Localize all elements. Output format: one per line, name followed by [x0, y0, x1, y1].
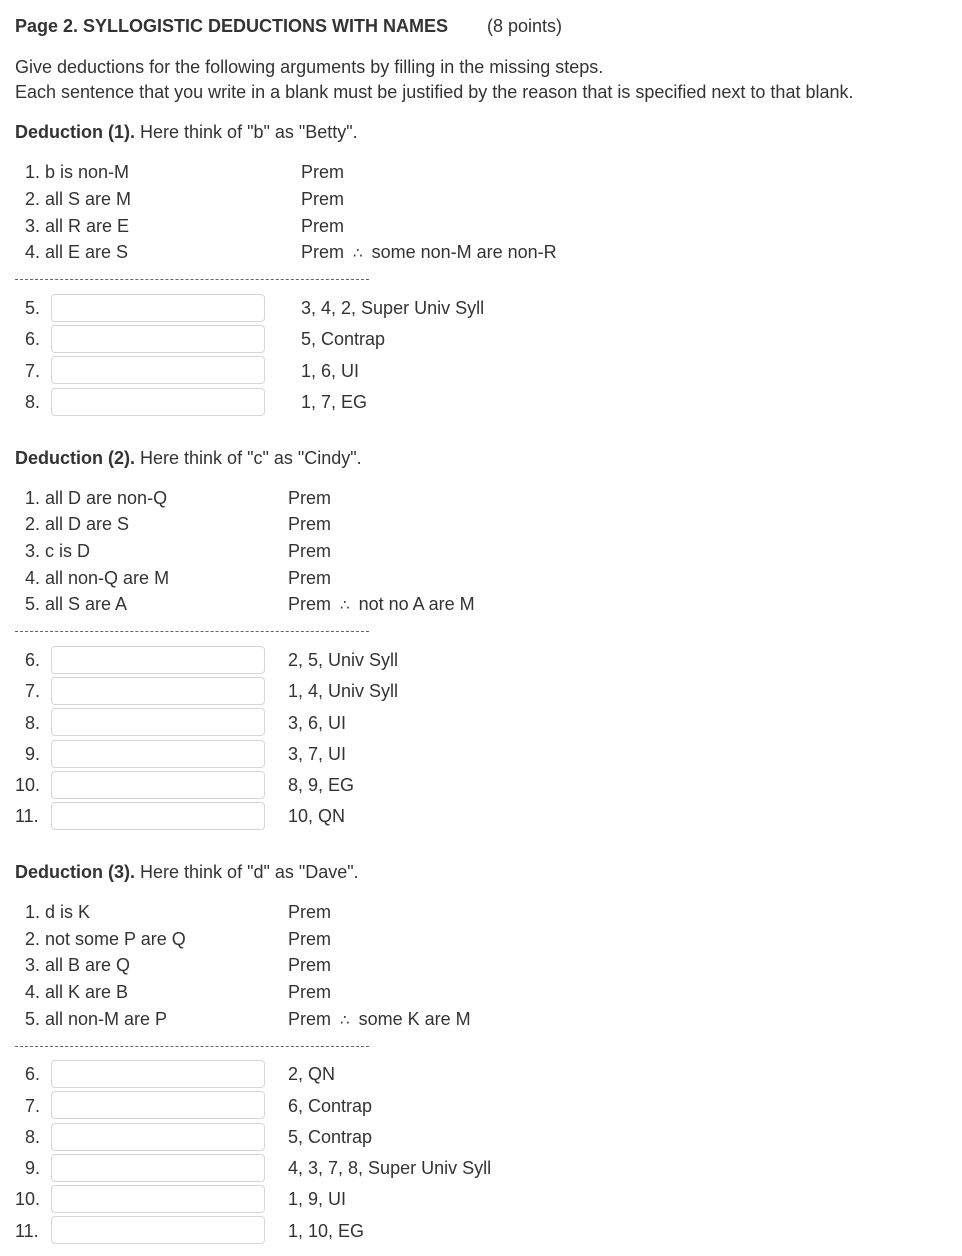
- therefore-symbol: ∴: [340, 597, 350, 614]
- d3-premise-4: 4. all K are B: [25, 982, 129, 1002]
- d2-premise-2-reason: Prem: [288, 514, 332, 534]
- d3-step-7-input[interactable]: [51, 1091, 265, 1119]
- d2-step-6-input[interactable]: [51, 646, 265, 674]
- d3-step-6-reason: 2, QN: [288, 1064, 336, 1084]
- d1-step-7-input[interactable]: [51, 356, 265, 384]
- therefore-symbol: ∴: [340, 1012, 350, 1029]
- d3-step-6-number: 6.: [25, 1064, 41, 1084]
- d2-premise-2: 2. all D are S: [25, 514, 130, 534]
- d3-step-6-input[interactable]: [51, 1060, 265, 1088]
- d3-premise-4-reason: Prem: [288, 982, 332, 1002]
- deduction-1-heading: [15, 122, 358, 143]
- page-title: Page 2. SYLLOGISTIC DEDUCTIONS WITH NAMES: [15, 16, 449, 36]
- d2-premise-4: 4. all non-Q are M: [25, 568, 170, 588]
- deduction-1-label: Deduction (1).: [15, 122, 135, 142]
- d2-step-11-reason: 10, QN: [288, 806, 346, 826]
- separator-line: [15, 631, 369, 632]
- d1-step-6-reason: 5, Contrap: [301, 329, 386, 349]
- d1-step-5-input[interactable]: [51, 294, 265, 322]
- d2-step-6-number: 6.: [25, 650, 41, 670]
- deduction-1-note: Here think of "b" as "Betty".: [140, 122, 358, 142]
- d1-step-5-reason: 3, 4, 2, Super Univ Syll: [301, 298, 485, 318]
- d1-premise-4: 4. all E are S: [25, 242, 129, 262]
- d1-step-5-number: 5.: [25, 298, 41, 318]
- d2-step-7-reason: 1, 4, Univ Syll: [288, 681, 399, 701]
- d3-step-8-reason: 5, Contrap: [288, 1127, 373, 1147]
- d3-premise-5-reason-line: [288, 1009, 471, 1030]
- d2-step-10-input[interactable]: [51, 771, 265, 799]
- d2-step-7-number: 7.: [25, 681, 41, 701]
- d2-premise-4-reason: Prem: [288, 568, 332, 588]
- instructions-line-1: Give deductions for the following arguments by filling in the missing steps.: [15, 57, 604, 77]
- d2-step-7-input[interactable]: [51, 677, 265, 705]
- d2-step-9-reason: 3, 7, UI: [288, 744, 347, 764]
- d2-step-8-input[interactable]: [51, 708, 265, 736]
- d2-premise-5-reason: Prem: [288, 594, 332, 614]
- d2-step-9-input[interactable]: [51, 740, 265, 768]
- d3-step-10-input[interactable]: [51, 1185, 265, 1213]
- instructions-line-2: Each sentence that you write in a blank must be justified by the reason that is specified next to that blank.: [15, 82, 854, 102]
- d1-premise-4-reason: Prem: [301, 242, 345, 262]
- d3-conclusion: some K are M: [358, 1009, 471, 1029]
- d1-conclusion: some non-M are non-R: [371, 242, 557, 262]
- separator-line: [15, 1046, 369, 1047]
- d3-premise-5: 5. all non-M are P: [25, 1009, 168, 1029]
- d2-premise-5: 5. all S are A: [25, 594, 128, 614]
- d2-step-11-input[interactable]: [51, 802, 265, 830]
- d3-step-9-number: 9.: [25, 1158, 41, 1178]
- d2-premise-3-reason: Prem: [288, 541, 332, 561]
- deduction-2-label: Deduction (2).: [15, 448, 135, 468]
- d1-step-8-number: 8.: [25, 392, 41, 412]
- d1-premise-3: 3. all R are E: [25, 216, 130, 236]
- d3-step-8-input[interactable]: [51, 1123, 265, 1151]
- deduction-2-note: Here think of "c" as "Cindy".: [140, 448, 362, 468]
- d2-step-8-number: 8.: [25, 713, 41, 733]
- d3-step-10-reason: 1, 9, UI: [288, 1189, 347, 1209]
- d1-step-6-number: 6.: [25, 329, 41, 349]
- d3-step-7-reason: 6, Contrap: [288, 1096, 373, 1116]
- deduction-3-label: Deduction (3).: [15, 862, 135, 882]
- d2-premise-1-reason: Prem: [288, 488, 332, 508]
- d2-step-8-reason: 3, 6, UI: [288, 713, 347, 733]
- d1-premise-1: 1. b is non-M: [25, 162, 130, 182]
- d3-step-10-number: 10.: [15, 1189, 41, 1209]
- d3-step-11-input[interactable]: [51, 1216, 265, 1244]
- d3-step-11-reason: 1, 10, EG: [288, 1221, 365, 1241]
- d1-premise-2: 2. all S are M: [25, 189, 132, 209]
- d1-premise-3-reason: Prem: [301, 216, 345, 236]
- d3-premise-1: 1. d is K: [25, 902, 91, 922]
- d2-step-11-number: 11.: [15, 806, 39, 826]
- d2-step-10-number: 10.: [15, 775, 41, 795]
- d1-step-7-number: 7.: [25, 361, 41, 381]
- d3-premise-3: 3. all B are Q: [25, 955, 131, 975]
- d1-step-6-input[interactable]: [51, 325, 265, 353]
- d3-step-11-number: 11.: [15, 1221, 39, 1241]
- deduction-3-heading: [15, 862, 359, 883]
- d3-step-9-input[interactable]: [51, 1154, 265, 1182]
- d3-step-7-number: 7.: [25, 1096, 41, 1116]
- d3-premise-2-reason: Prem: [288, 929, 332, 949]
- d2-step-10-reason: 8, 9, EG: [288, 775, 355, 795]
- d2-step-6-reason: 2, 5, Univ Syll: [288, 650, 399, 670]
- d1-premise-2-reason: Prem: [301, 189, 345, 209]
- d3-premise-2: 2. not some P are Q: [25, 929, 186, 949]
- d2-conclusion: not no A are M: [358, 594, 475, 614]
- d3-premise-3-reason: Prem: [288, 955, 332, 975]
- d3-premise-5-reason: Prem: [288, 1009, 332, 1029]
- d1-step-8-reason: 1, 7, EG: [301, 392, 368, 412]
- deduction-2-heading: [15, 448, 362, 469]
- d2-step-9-number: 9.: [25, 744, 41, 764]
- d1-step-8-input[interactable]: [51, 388, 265, 416]
- d3-premise-1-reason: Prem: [288, 902, 332, 922]
- d2-premise-5-reason-line: [288, 594, 475, 615]
- d1-premise-1-reason: Prem: [301, 162, 345, 182]
- separator-line: [15, 279, 369, 280]
- d3-step-8-number: 8.: [25, 1127, 41, 1147]
- therefore-symbol: ∴: [353, 245, 363, 262]
- d1-step-7-reason: 1, 6, UI: [301, 361, 360, 381]
- deduction-3-note: Here think of "d" as "Dave".: [140, 862, 359, 882]
- d3-step-9-reason: 4, 3, 7, 8, Super Univ Syll: [288, 1158, 492, 1178]
- d2-premise-1: 1. all D are non-Q: [25, 488, 168, 508]
- points-label: (8 points): [487, 16, 563, 36]
- d2-premise-3: 3. c is D: [25, 541, 91, 561]
- d1-premise-4-reason-line: [301, 242, 557, 263]
